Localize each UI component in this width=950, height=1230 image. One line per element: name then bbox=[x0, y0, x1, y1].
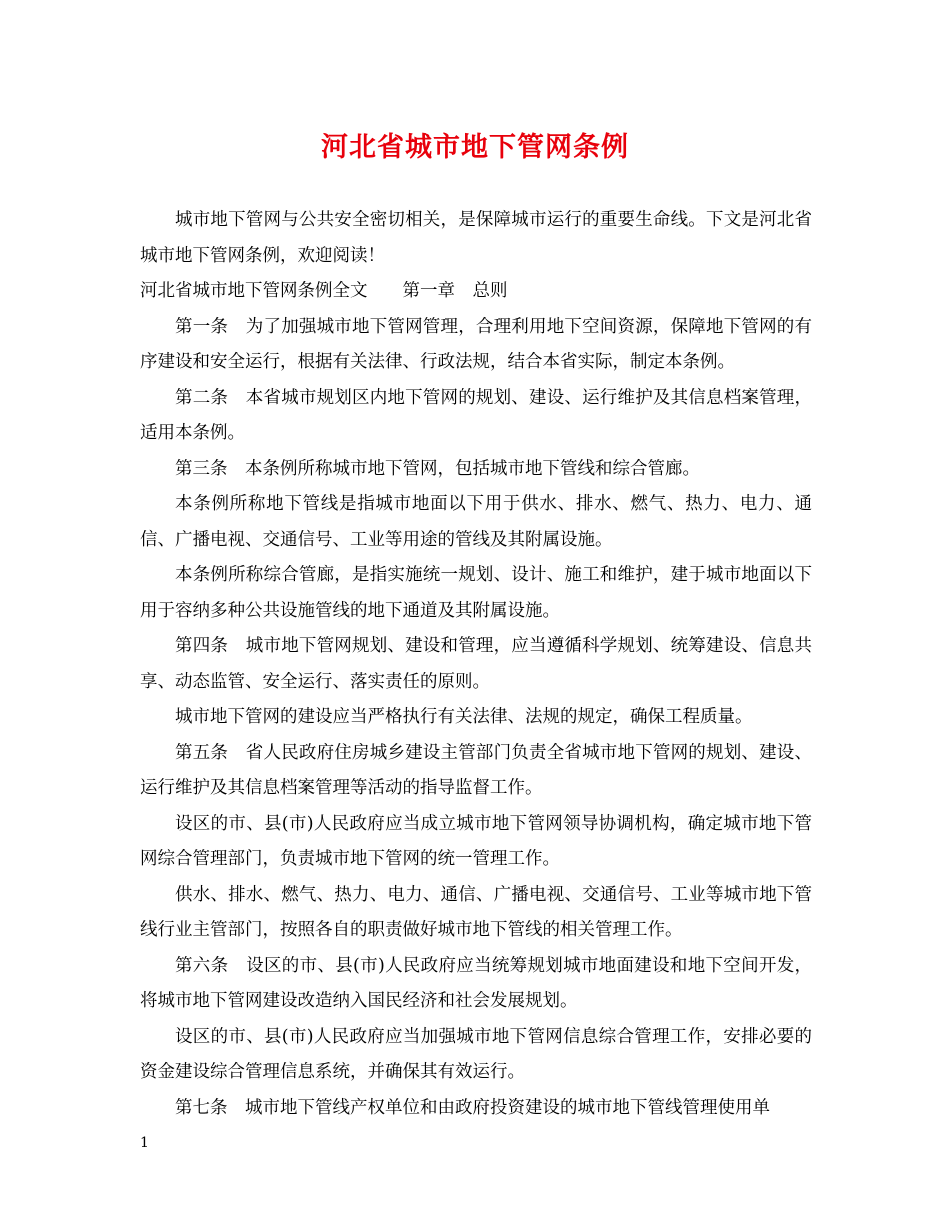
chapter-heading: 河北省城市地下管网条例全文 第一章 总则 bbox=[140, 281, 508, 301]
article-3-corridor-paragraph: 本条例所称综合管廊，是指实施统一规划、设计、施工和维护，建于城市地面以下用于容纳多种公共设施管线的地下通道及其附属设施。 bbox=[140, 565, 812, 621]
article-5-paragraph: 第五条 省人民政府住房城乡建设主管部门负责全省城市地下管网的规划、建设、运行维护及其信息档案管理等活动的指导监督工作。 bbox=[140, 742, 812, 798]
page-number: 1 bbox=[140, 1135, 149, 1151]
article-4-paragraph: 第四条 城市地下管网规划、建设和管理，应当遵循科学规划、统筹建设、信息共享、动态监管、安全运行、落实责任的原则。 bbox=[140, 636, 812, 692]
article-1-paragraph: 第一条 为了加强城市地下管网管理，合理利用地下空间资源，保障地下管网的有序建设和安全运行，根据有关法律、行政法规，结合本省实际，制定本条例。 bbox=[140, 316, 812, 372]
article-7-paragraph: 第七条 城市地下管线产权单位和由政府投资建设的城市地下管线管理使用单 bbox=[175, 1097, 770, 1118]
article-5-industry-paragraph: 供水、排水、燃气、热力、电力、通信、广播电视、交通信号、工业等城市地下管线行业主管部门，按照各自的职责做好城市地下管线的相关管理工作。 bbox=[140, 884, 812, 940]
article-5-city-paragraph: 设区的市、县(市)人民政府应当成立城市地下管网领导协调机构，确定城市地下管网综合管理部门，负责城市地下管网的统一管理工作。 bbox=[140, 813, 812, 869]
article-2-paragraph: 第二条 本省城市规划区内地下管网的规划、建设、运行维护及其信息档案管理，适用本条例。 bbox=[140, 387, 812, 443]
article-3-pipelines-paragraph: 本条例所称地下管线是指城市地面以下用于供水、排水、燃气、热力、电力、通信、广播电视、交通信号、工业等用途的管线及其附属设施。 bbox=[140, 494, 812, 550]
article-3-paragraph: 第三条 本条例所称城市地下管网，包括城市地下管线和综合管廊。 bbox=[175, 458, 700, 479]
intro-paragraph: 城市地下管网与公共安全密切相关，是保障城市运行的重要生命线。下文是河北省城市地下管网条例，欢迎阅读！ bbox=[140, 210, 812, 266]
page-title: 河北省城市地下管网条例 bbox=[321, 132, 629, 163]
article-4-quality-paragraph: 城市地下管网的建设应当严格执行有关法律、法规的规定，确保工程质量。 bbox=[175, 707, 753, 727]
article-6-info-paragraph: 设区的市、县(市)人民政府应当加强城市地下管网信息综合管理工作，安排必要的资金建设综合管理信息系统，并确保其有效运行。 bbox=[140, 1026, 812, 1082]
document-body bbox=[140, 203, 812, 1126]
article-6-paragraph: 第六条 设区的市、县(市)人民政府应当统筹规划城市地面建设和地下空间开发，将城市地下管网建设改造纳入国民经济和社会发展规划。 bbox=[140, 955, 812, 1011]
